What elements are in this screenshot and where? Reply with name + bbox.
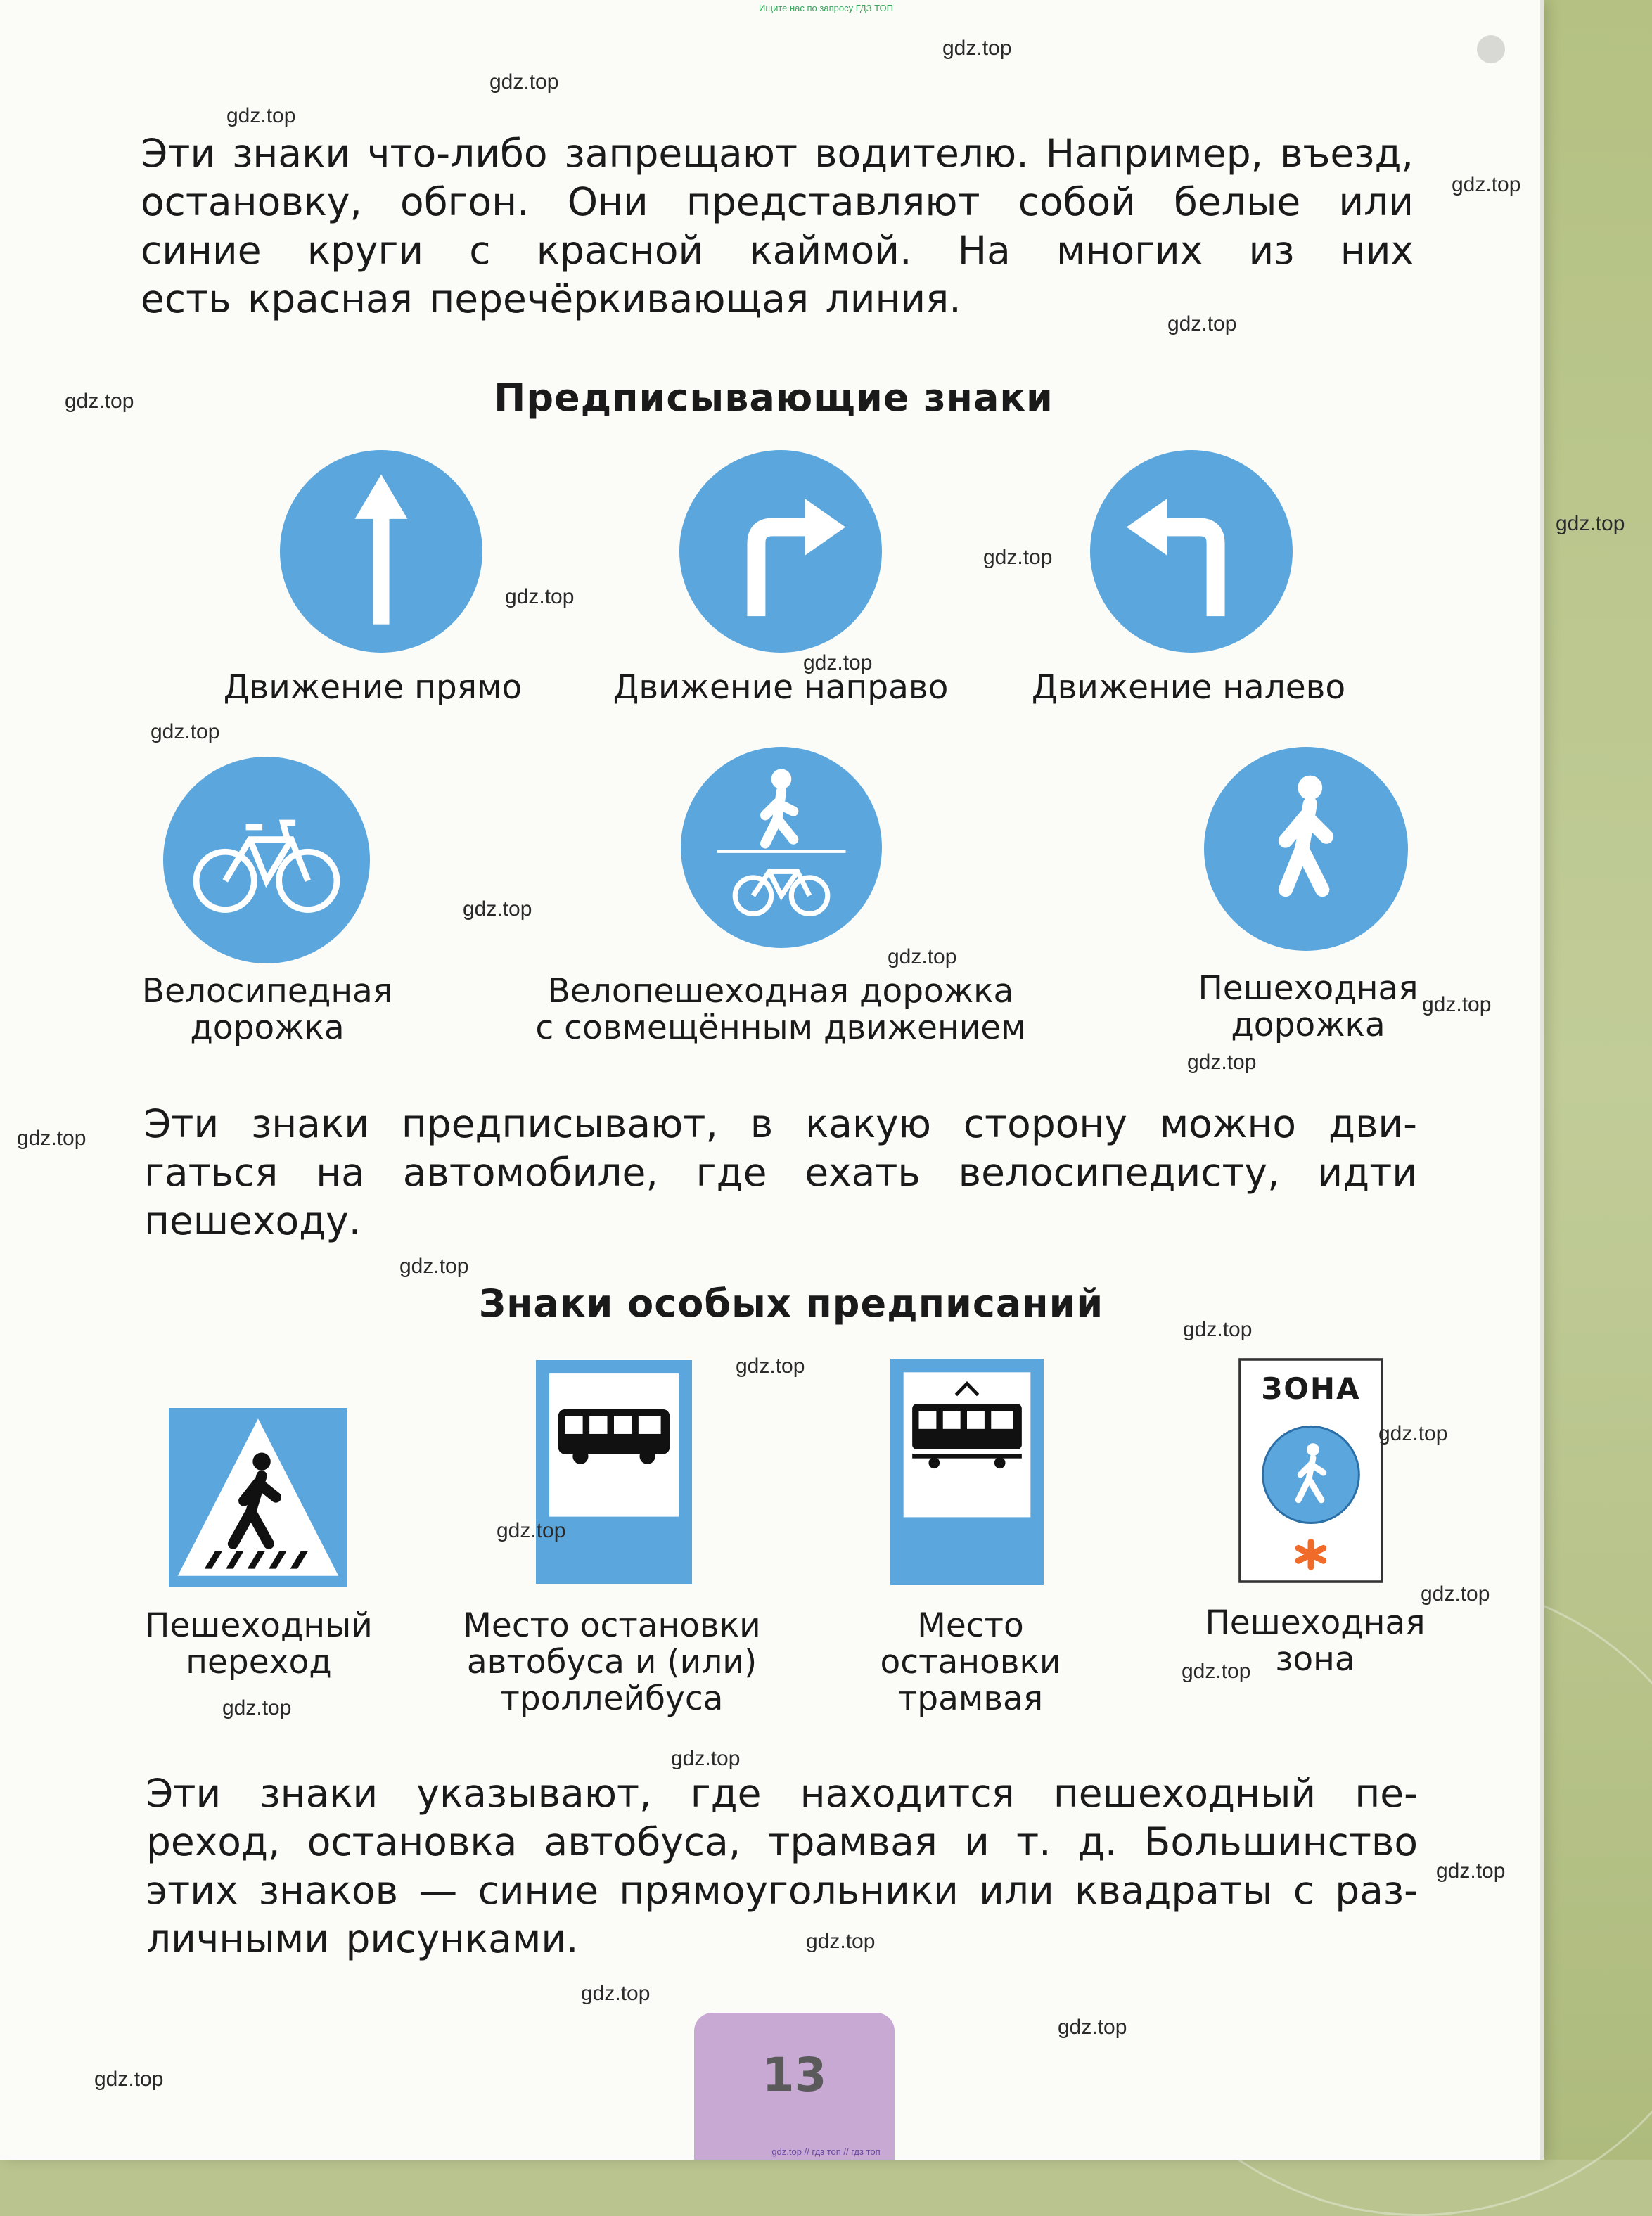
pedestrian-bicycle-icon	[681, 747, 882, 948]
sign-shared-path	[681, 747, 882, 948]
caption-right: Движение направо	[613, 668, 949, 707]
watermark: gdz.top	[1058, 2016, 1127, 2039]
paragraph-prohibiting-signs	[141, 129, 1414, 324]
sign-right	[679, 450, 882, 653]
watermark: gdz.top	[489, 70, 559, 94]
caption-line: дорожка	[1231, 1006, 1385, 1044]
watermark: gdz.top	[497, 1519, 566, 1542]
caption-line: трамвая	[897, 1679, 1044, 1718]
watermark: gdz.top	[1167, 312, 1237, 335]
heading-special-signs: Знаки особых предписаний	[478, 1281, 1104, 1326]
page-number-tab	[694, 2013, 895, 2160]
watermark: gdz.top	[806, 1930, 876, 1953]
caption-line: с совмещённым движением	[535, 1008, 1026, 1047]
caption-line: остановки	[880, 1643, 1061, 1682]
caption-line: Велопешеходная дорожка	[547, 972, 1014, 1011]
paragraph-text: Эти знаки предписывают, в какую сторону можно дви- гаться на автомобиле, где ехать велосипедисту, идти	[144, 1101, 1417, 1195]
sign-tram-stop	[890, 1359, 1044, 1585]
caption-line: дорожка	[190, 1008, 345, 1047]
sign-left	[1090, 450, 1293, 653]
watermark: gdz.top	[222, 1696, 292, 1719]
watermark: gdz.top	[1187, 1051, 1257, 1074]
watermark: gdz.top	[226, 104, 296, 127]
caption-shared-path	[506, 973, 1055, 1046]
watermark: gdz.top	[581, 1982, 651, 2005]
watermark: gdz.top	[1436, 1859, 1506, 1883]
paragraph-text: Эти знаки что-либо запрещают водителю. Например, въезд, остановку, обгон. Они представляют собой белые или синие круги с красной каймой. На многих из них	[141, 131, 1414, 273]
heading-mandatory-signs: Предписывающие знаки	[494, 376, 1054, 420]
watermark: gdz.top	[983, 546, 1053, 569]
watermark: gdz.top	[1182, 1660, 1251, 1683]
sign-crosswalk	[169, 1408, 347, 1587]
paragraph-last-line: личными рисунками.	[146, 1916, 579, 1961]
watermark: gdz.top	[1422, 993, 1492, 1016]
watermark: gdz.top	[463, 897, 532, 921]
crosswalk-icon	[169, 1408, 347, 1587]
watermark: gdz.top	[888, 945, 957, 968]
tram-icon	[890, 1359, 1044, 1585]
caption-line: троллейбуса	[500, 1679, 724, 1718]
caption-line: Место остановки	[463, 1606, 761, 1645]
watermark: gdz.top	[1421, 1582, 1490, 1606]
top-note: Ищите нас по запросу ГДЗ ТОП	[759, 3, 893, 13]
paragraph-text: Эти знаки указывают, где находится пешеходный пе- реход, остановка автобуса, трамвая и т. д. Большинство этих знаков — синие прямоугольники или квадраты с раз-	[146, 1771, 1418, 1913]
sign-pedestrian-zone	[1238, 1357, 1384, 1584]
caption-line: переход	[186, 1643, 332, 1682]
caption-straight: Движение прямо	[223, 668, 523, 707]
sign-straight	[280, 450, 482, 653]
watermark: gdz.top	[94, 2068, 164, 2091]
watermark: gdz.top	[65, 390, 134, 413]
caption-line: зона	[1275, 1640, 1355, 1679]
watermark: gdz.top	[505, 585, 575, 608]
watermark: gdz.top	[1378, 1422, 1448, 1445]
bicycle-icon	[163, 757, 370, 963]
caption-crosswalk	[132, 1608, 385, 1681]
caption-line: Велосипедная	[141, 972, 393, 1011]
caption-pedestrian-path	[1182, 971, 1435, 1044]
caption-bus-stop	[443, 1608, 781, 1717]
caption-line: Пешеходная	[1205, 1603, 1426, 1642]
page-number: 13	[762, 2048, 827, 2102]
sign-bicycle-path	[163, 757, 370, 963]
paragraph-last-line: есть красная перечёркивающая линия.	[141, 276, 961, 321]
watermark: gdz.top	[399, 1255, 469, 1278]
zone-label: ЗОНА	[1261, 1371, 1361, 1406]
arrow-up-icon	[280, 450, 482, 653]
watermark: gdz.top	[803, 651, 873, 674]
pedestrian-icon	[1204, 747, 1408, 951]
caption-line: Пешеходная	[1198, 969, 1419, 1008]
caption-left: Движение налево	[1031, 668, 1346, 707]
watermark: gdz.top	[671, 1747, 741, 1770]
watermark: gdz.top	[1452, 173, 1521, 196]
caption-line: Место	[917, 1606, 1024, 1645]
bus-icon	[536, 1360, 692, 1584]
caption-tram-stop	[844, 1608, 1097, 1717]
sign-pedestrian-path	[1204, 747, 1408, 951]
watermark: gdz.top	[736, 1354, 805, 1378]
paragraph-mandatory-signs	[144, 1100, 1417, 1245]
arrow-left-icon	[1090, 450, 1293, 653]
bottom-note: gdz.top // гдз топ // гдз топ	[771, 2146, 881, 2157]
caption-bicycle-path	[134, 973, 401, 1046]
watermark: gdz.top	[1556, 512, 1625, 535]
watermark: gdz.top	[1183, 1318, 1253, 1341]
watermark: gdz.top	[17, 1127, 87, 1150]
side-decoration	[1540, 0, 1652, 2160]
sign-bus-stop	[536, 1360, 692, 1584]
paragraph-special-signs	[146, 1769, 1418, 1964]
watermark: gdz.top	[942, 37, 1012, 60]
caption-line: Пешеходный	[145, 1606, 373, 1645]
caption-line: автобуса и (или)	[466, 1643, 757, 1682]
watermark: gdz.top	[151, 720, 220, 743]
arrow-right-icon	[679, 450, 882, 653]
paragraph-last-line: пешеходу.	[144, 1198, 361, 1243]
binder-hole	[1477, 35, 1505, 63]
